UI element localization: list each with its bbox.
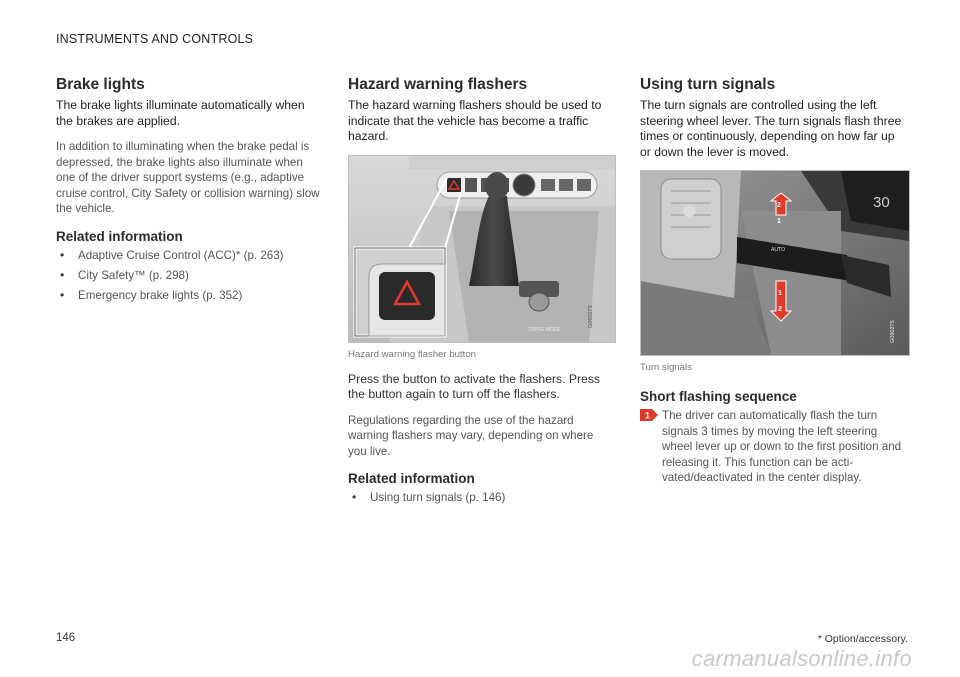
brake-lights-body: In addition to illuminating when the brake pedal is depressed, the brake lights also illuminate when one of the driver support systems (e.g., adaptive cruise control, City Safety or collision warning) slow the vehicle.: [56, 140, 320, 215]
turn-figure-code: G060275: [890, 320, 896, 343]
hazard-lead: The hazard warning flashers should be used to indicate that the vehicle has become a traffic hazard.: [348, 98, 602, 143]
related-link-city-safety[interactable]: • City Safety™ (p. 298): [56, 268, 322, 283]
brake-related-list: [56, 248, 322, 303]
related-link-emergency-brake[interactable]: • Emergency brake lights (p. 352): [56, 288, 322, 303]
brake-lights-lead: The brake lights illuminate automatically when the brakes are applied.: [56, 98, 305, 128]
svg-text:AUTO: AUTO: [771, 247, 786, 253]
hazard-related-title: Related information: [348, 471, 475, 486]
svg-text:1: 1: [645, 410, 651, 421]
turn-signals-figure: [640, 170, 910, 356]
hazard-body-2: Regulations regarding the use of the hazard warning flashers may vary, depending on where you live.: [348, 413, 594, 458]
watermark: carmanualsonline.info: [691, 646, 912, 671]
turn-signals-section: [640, 76, 908, 486]
related-link-acc[interactable]: • Adaptive Cruise Control (ACC)* (p. 263): [56, 248, 322, 263]
drive-mode-label: DRIVE MODE: [529, 326, 561, 333]
hazard-body-1: Press the button to activate the flashers. Press the button again to turn off the flashers.: [348, 371, 601, 401]
turn-signals-caption: Turn signals: [640, 362, 692, 373]
hazard-console-illustration: [349, 156, 615, 342]
hazard-section: [348, 76, 614, 510]
hazard-figure: [348, 155, 616, 343]
brake-lights-section: [56, 76, 322, 308]
hazard-caption: Hazard warning flasher button: [348, 348, 476, 360]
short-flash-title: Short flashing sequence: [640, 389, 797, 404]
svg-text:1: 1: [778, 290, 782, 297]
svg-text:1: 1: [777, 218, 781, 225]
step-number-badge-icon: [640, 409, 658, 421]
step-1: [640, 408, 908, 486]
speed-readout: 30: [873, 194, 890, 211]
related-link-turn-signals[interactable]: • Using turn signals (p. 146): [348, 490, 614, 505]
step-1-text: The driver can automatically flash the turn signals 3 times by moving the left steering wheel lever up or down to the first position and releasing it. This function can be acti-vated/deactivated in the center display.: [662, 409, 902, 484]
svg-text:2: 2: [777, 202, 781, 209]
brake-related-title: Related information: [56, 228, 183, 244]
svg-text:2: 2: [778, 306, 782, 313]
hazard-figure-code: G060273: [588, 304, 594, 328]
page-number: 146: [56, 632, 76, 644]
section-header: INSTRUMENTS AND CONTROLS: [56, 32, 254, 46]
brake-lights-title: Brake lights: [56, 76, 145, 93]
hazard-related-list: [348, 490, 614, 505]
turn-signals-lead: The turn signals are controlled using the left steering wheel lever. The turn signals flash three times or continuously, depending on how far up or down the lever is moved.: [640, 98, 902, 159]
turn-signals-title: Using turn signals: [640, 76, 776, 93]
option-footnote: * Option/accessory.: [817, 633, 908, 645]
hazard-title: Hazard warning flashers: [348, 76, 528, 93]
turn-signal-lever-illustration: [641, 171, 909, 355]
